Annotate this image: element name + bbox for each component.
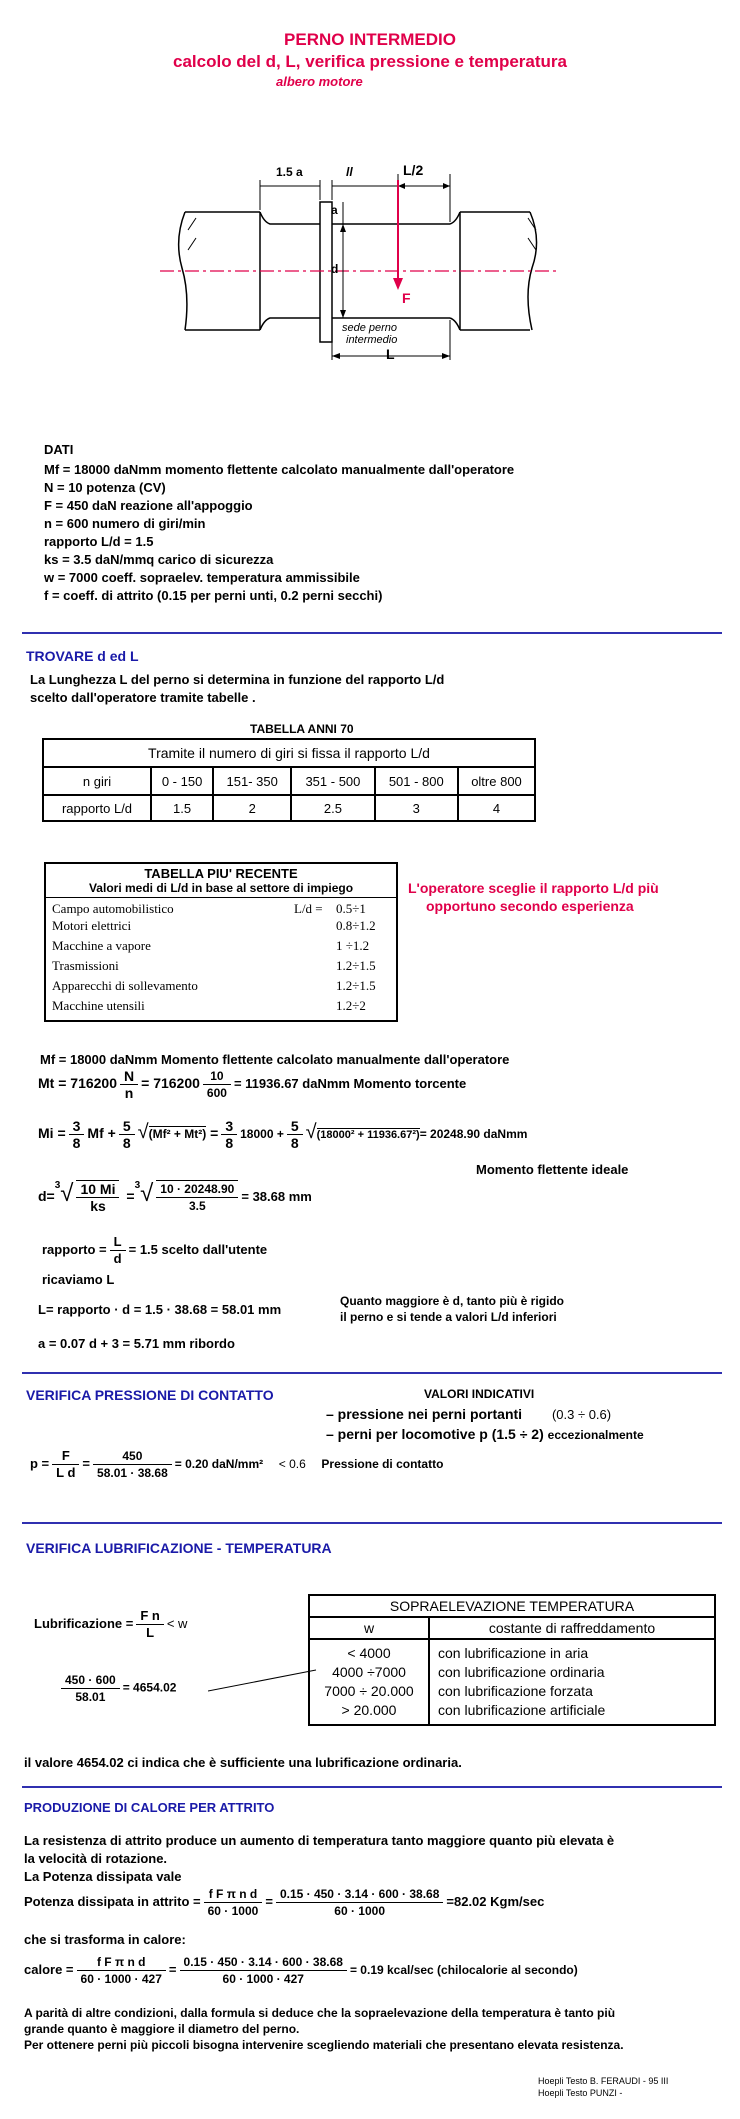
dati-list xyxy=(44,461,514,605)
table-row xyxy=(46,898,396,918)
row-value: 1.2÷2 xyxy=(336,998,366,1013)
footer-line-2: Hoepli Testo PUNZI - xyxy=(538,2088,623,2098)
table-row xyxy=(46,938,396,958)
dati-line: Mf = 18000 daNmm momento flettente calcolato manualmente dall'operatore xyxy=(44,462,515,477)
p-lhs: p = xyxy=(30,1455,50,1471)
sqrt-icon: √ xyxy=(305,1121,317,1144)
table-recente-subtitle: Valori medi di L/d in base al settore di impiego xyxy=(46,881,396,898)
sopraelevazione-title: SOPRAELEVAZIONE TEMPERATURA xyxy=(309,1595,715,1617)
w-values xyxy=(309,1639,429,1725)
table-cell: 351 - 500 xyxy=(291,767,374,795)
calore-concl-1: A parità di altre condizioni, dalla formula si deduce che la sopraelevazione della temperatura è tanto più xyxy=(24,2006,616,2020)
operatore-note-1: L'operatore sceglie il rapporto L/d più xyxy=(408,880,659,896)
valori-1-range: (0.3 ÷ 0.6) xyxy=(551,1407,612,1422)
col-w: w xyxy=(309,1617,429,1639)
frac-den: 60 · 1000 · 427 xyxy=(80,1972,162,1986)
frac-den: L xyxy=(146,1625,155,1640)
cube-root-index: 3 xyxy=(134,1180,141,1191)
mi-mf: Mf + xyxy=(87,1125,116,1142)
lub-calc xyxy=(58,1672,176,1705)
frac-den: 3.5 xyxy=(188,1199,206,1214)
table-cell: 151- 350 xyxy=(213,767,291,795)
frac-num: 5 xyxy=(119,1118,135,1135)
w-value: 7000 ÷ 20.000 xyxy=(324,1683,414,1699)
mi-num1: 18000 + xyxy=(240,1127,284,1142)
seat-label-2: intermedio xyxy=(346,334,398,346)
p-lt: < 0.6 xyxy=(278,1456,306,1471)
page-subtitle: calcolo del d, L, verifica pressione e temperatura xyxy=(173,52,567,71)
frac-num: f F π n d xyxy=(204,1886,263,1903)
c-value: con lubrificazione in aria xyxy=(438,1645,589,1661)
dim-L-label: L xyxy=(386,346,395,362)
table-recente-title: TABELLA PIU' RECENTE xyxy=(144,866,298,881)
divider xyxy=(22,1786,722,1788)
mt-formula xyxy=(38,1068,466,1101)
sqrt-icon: √ xyxy=(137,1121,149,1144)
row-label: L/d = xyxy=(294,901,323,916)
table-cell: 2 xyxy=(213,795,291,821)
frac-num: 3 xyxy=(221,1118,237,1135)
w-value: 4000 ÷7000 xyxy=(332,1664,406,1680)
frac-den: 58.01 xyxy=(75,1690,106,1704)
frac-num: F xyxy=(52,1448,79,1465)
col-c: costante di raffreddamento xyxy=(429,1617,715,1639)
dati-line: ks = 3.5 daN/mmq carico di sicurezza xyxy=(44,552,274,567)
valori-2 xyxy=(326,1426,644,1442)
trovare-text-1: La Lunghezza L del perno si determina in funzione del rapporto L/d xyxy=(30,672,445,687)
dim-ll-label: ll xyxy=(346,165,353,179)
calore-text-1: La resistenza di attrito produce un aumento di temperatura tanto maggiore quanto più elevata è xyxy=(24,1833,615,1848)
frac-den: 600 xyxy=(206,1086,227,1100)
lub-rhs: < w xyxy=(166,1615,188,1631)
d-formula xyxy=(38,1180,312,1214)
mt-mid: = 716200 xyxy=(141,1075,200,1092)
force-f-label: F xyxy=(402,290,411,306)
cal-result: = 0.19 kcal/sec (chilocalorie al secondo) xyxy=(349,1962,578,1977)
trasforma: che si trasforma in calore: xyxy=(24,1932,186,1947)
dati-line: n = 600 numero di giri/min xyxy=(44,516,206,531)
row-value: 0.8÷1.2 xyxy=(336,918,376,933)
frac-den: 8 xyxy=(225,1135,234,1151)
calore-formula xyxy=(24,1954,578,1987)
footer-line-1: Hoepli Testo B. FERAUDI - 95 III xyxy=(538,2076,669,2086)
cal-lhs: calore = xyxy=(24,1961,74,1977)
d-result: = 38.68 mm xyxy=(241,1189,312,1204)
mf-line: Mf = 18000 daNmm Momento flettente calcolato manualmente dall'operatore xyxy=(40,1052,510,1067)
pot-result: =82.02 Kgm/sec xyxy=(446,1893,545,1909)
p-eq: = xyxy=(82,1455,91,1471)
table-row xyxy=(46,978,396,998)
dim-1-5a-label: 1.5 a xyxy=(276,165,303,179)
a-line: a = 0.07 d + 3 = 5.71 mm ribordo xyxy=(38,1336,235,1351)
mi-formula xyxy=(38,1118,527,1151)
frac-num: 10 Mi xyxy=(76,1181,119,1198)
cbrt-icon: √ xyxy=(140,1180,154,1207)
frac-num: 450 · 600 xyxy=(61,1672,120,1689)
table-cell: 1.5 xyxy=(151,795,213,821)
mi-lhs: Mi = xyxy=(38,1125,66,1142)
frac-den: 60 · 1000 · 427 xyxy=(222,1972,304,1986)
row-name: Campo automobilistico xyxy=(52,901,174,916)
frac-num: f F π n d xyxy=(77,1954,166,1971)
table-anni70-header: Tramite il numero di giri si fissa il rapporto L/d xyxy=(43,739,535,767)
mi-result: = 20248.90 daNmm xyxy=(419,1127,528,1142)
pressione-formula xyxy=(30,1448,443,1481)
frac-num: 0.15 · 450 · 3.14 · 600 · 38.68 xyxy=(276,1886,443,1903)
table-cell: 3 xyxy=(375,795,458,821)
divider xyxy=(22,1372,722,1374)
table-cell: rapporto L/d xyxy=(43,795,151,821)
frac-den: 8 xyxy=(72,1135,81,1151)
mi-eq: = xyxy=(210,1125,219,1142)
trovare-text-2: scelto dall'operatore tramite tabelle . xyxy=(30,690,256,705)
frac-num: L xyxy=(110,1234,126,1251)
table-row xyxy=(46,958,396,978)
valori-1 xyxy=(326,1406,611,1422)
cal-eq: = xyxy=(168,1961,177,1977)
seat-label-1: sede perno xyxy=(342,322,398,334)
calore-text-2: la velocità di rotazione. xyxy=(24,1851,168,1866)
table-cell: oltre 800 xyxy=(458,767,535,795)
calore-text-3: La Potenza dissipata vale xyxy=(24,1869,182,1884)
pressione-heading: VERIFICA PRESSIONE DI CONTATTO xyxy=(26,1387,274,1403)
cube-root-index: 3 xyxy=(54,1180,61,1191)
table-cell: 0 - 150 xyxy=(151,767,213,795)
row-name: Apparecchi di sollevamento xyxy=(52,978,198,993)
p-label: Pressione di contatto xyxy=(321,1456,444,1471)
frac-den: ks xyxy=(90,1198,106,1215)
table-recente xyxy=(44,862,398,1022)
frac-num: F n xyxy=(136,1608,164,1625)
frac-den: 60 · 1000 xyxy=(207,1904,259,1918)
frac-den: n xyxy=(124,1085,134,1101)
frac-num: 10 · 20248.90 xyxy=(156,1181,238,1198)
frac-den: d xyxy=(113,1251,122,1266)
valori-2-text: – perni per locomotive p (1.5 ÷ 2) xyxy=(326,1426,544,1442)
dim-a-label: a xyxy=(331,203,338,217)
table-row xyxy=(46,918,396,938)
calore-concl-3: Per ottenere perni più piccoli bisogna intervenire scegliendo materiali che presentano elevata resistenza. xyxy=(24,2038,624,2052)
d-lhs: d= xyxy=(38,1188,55,1204)
L-note-1: Quanto maggiore è d, tanto più è rigido xyxy=(340,1294,565,1308)
dati-line: N = 10 potenza (CV) xyxy=(44,480,166,495)
row-value: 1.2÷1.5 xyxy=(336,958,376,973)
calore-heading: PRODUZIONE DI CALORE PER ATTRITO xyxy=(24,1800,275,1815)
frac-num: 10 xyxy=(203,1068,231,1085)
rap-lhs: rapporto = xyxy=(42,1241,107,1257)
L-line: L= rapporto · d = 1.5 · 38.68 = 58.01 mm xyxy=(38,1302,282,1317)
table-cell: 2.5 xyxy=(291,795,374,821)
divider xyxy=(22,1522,722,1524)
p-result: = 0.20 daN/mm² xyxy=(174,1456,264,1471)
mi-rad2: (18000² + 11936.67²) xyxy=(316,1129,420,1142)
dati-line: f = coeff. di attrito (0.15 per perni unti, 0.2 perni secchi) xyxy=(44,588,383,603)
lub-lhs: Lubrificazione = xyxy=(34,1615,134,1631)
frac-den: 8 xyxy=(290,1135,299,1151)
potenza-formula xyxy=(24,1886,544,1919)
frac-num: 3 xyxy=(69,1118,85,1135)
w-value: < 4000 xyxy=(347,1645,391,1661)
table-cell: 501 - 800 xyxy=(375,767,458,795)
lubrificazione-heading: VERIFICA LUBRIFICAZIONE - TEMPERATURA xyxy=(26,1540,332,1556)
mi-label: Momento flettente ideale xyxy=(476,1162,629,1177)
dim-l2-label: L/2 xyxy=(403,162,424,178)
c-value: con lubrificazione forzata xyxy=(438,1683,593,1699)
ricaviamo: ricaviamo L xyxy=(42,1272,115,1287)
c-value: con lubrificazione artificiale xyxy=(438,1702,606,1718)
table-recente-rows xyxy=(46,898,396,1018)
d-eq: = xyxy=(126,1188,135,1204)
frac-den: 8 xyxy=(122,1135,131,1151)
frac-num: N xyxy=(120,1068,138,1085)
row-value: 1.2÷1.5 xyxy=(336,978,376,993)
frac-den: 58.01 · 38.68 xyxy=(97,1466,168,1480)
dim-d-label: d xyxy=(331,262,339,276)
row-value: 0.5÷1 xyxy=(336,901,366,916)
row-name: Macchine a vapore xyxy=(52,938,151,953)
rap-result: = 1.5 scelto dall'utente xyxy=(128,1241,268,1257)
divider xyxy=(22,632,722,634)
row-name: Macchine utensili xyxy=(52,998,145,1013)
pointer-line xyxy=(208,1666,320,1696)
row-name: Trasmissioni xyxy=(52,958,119,973)
table-cell: n giri xyxy=(43,767,151,795)
dati-heading: DATI xyxy=(44,442,74,457)
pot-eq: = xyxy=(265,1893,273,1909)
frac-num: 450 xyxy=(93,1448,172,1465)
frac-den: 60 · 1000 xyxy=(334,1904,386,1918)
table-anni70 xyxy=(42,738,536,822)
mi-rad: (Mf² + Mt²) xyxy=(148,1127,207,1142)
frac-den: L d xyxy=(56,1465,76,1480)
page-title: PERNO INTERMEDIO xyxy=(284,30,456,49)
row-value: 1 ÷1.2 xyxy=(336,938,370,953)
table-row xyxy=(46,998,396,1018)
table-anni70-caption: TABELLA ANNI 70 xyxy=(250,722,354,736)
operatore-note-2: opportuno secondo esperienza xyxy=(426,898,634,914)
frac-num: 0.15 · 450 · 3.14 · 600 · 38.68 xyxy=(180,1954,347,1971)
lub-formula xyxy=(34,1608,187,1641)
table-cell: 4 xyxy=(458,795,535,821)
row-name: Motori elettrici xyxy=(52,918,132,933)
page-subsubtitle: albero motore xyxy=(276,74,363,89)
c-value: con lubrificazione ordinaria xyxy=(438,1664,605,1680)
calore-concl-2: grande quanto è maggiore il diametro del perno. xyxy=(24,2022,300,2036)
trovare-heading: TROVARE d ed L xyxy=(26,648,139,664)
valori-2-note: eccezionalmente xyxy=(547,1428,644,1442)
L-note-2: il perno e si tende a valori L/d inferiori xyxy=(340,1310,557,1324)
dati-line: F = 450 daN reazione all'appoggio xyxy=(44,498,253,513)
dati-line: rapporto L/d = 1.5 xyxy=(44,534,154,549)
pot-lhs: Potenza dissipata in attrito = xyxy=(24,1893,201,1909)
sopraelevazione-table xyxy=(308,1594,716,1726)
valori-1-text: – pressione nei perni portanti xyxy=(326,1406,523,1422)
frac-num: 5 xyxy=(287,1118,303,1135)
mt-result: = 11936.67 daNmm Momento torcente xyxy=(233,1076,467,1092)
lub-conclusion: il valore 4654.02 ci indica che è sufficiente una lubrificazione ordinaria. xyxy=(24,1755,462,1770)
c-values xyxy=(429,1639,715,1725)
mt-lhs: Mt = 716200 xyxy=(38,1075,117,1092)
cbrt-icon: √ xyxy=(60,1180,74,1207)
valori-title: VALORI INDICATIVI xyxy=(424,1387,535,1401)
rapporto-formula xyxy=(42,1234,267,1267)
lub-calc-result: = 4654.02 xyxy=(122,1680,177,1695)
w-value: > 20.000 xyxy=(341,1702,397,1718)
dati-line: w = 7000 coeff. sopraelev. temperatura ammissibile xyxy=(44,570,360,585)
